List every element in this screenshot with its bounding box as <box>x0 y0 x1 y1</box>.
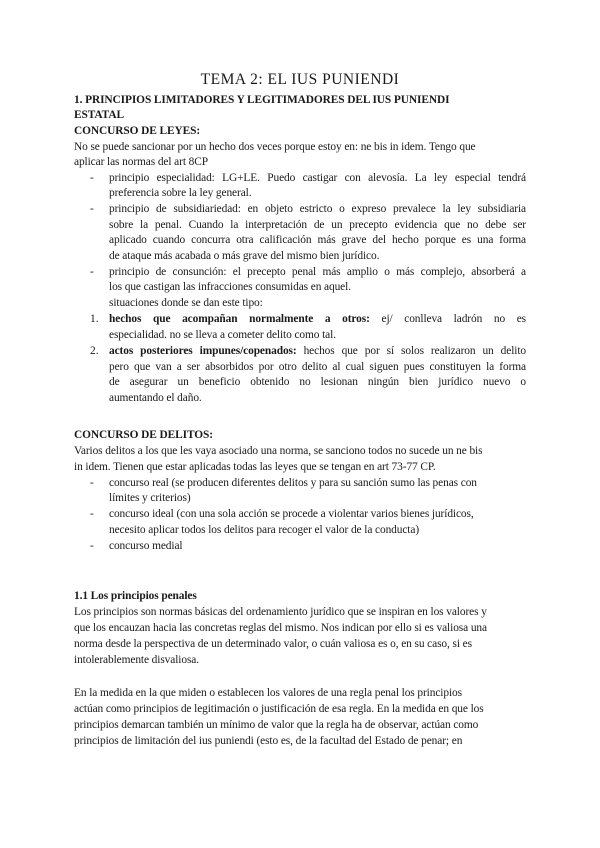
list-item: concurso real (se producen diferentes delitos y para su sanción sumo las penas con <box>109 477 477 489</box>
concurso-delitos-heading: CONCURSO DE DELITOS: <box>74 429 213 441</box>
numbered-item-cont: especialidad. no se lleva a cometer delito como tal. <box>109 329 336 341</box>
list-item-cont: de ataque más acabada o más grave del mismo bien jurídico. <box>109 250 380 262</box>
list-item: principio especialidad: LG+LE. Puedo castigar con alevosía. La ley especial tendrá <box>109 172 526 184</box>
numbered-item-text: ej/ conlleva ladrón no es <box>381 313 526 325</box>
numbered-item-cont: aumentando el daño. <box>109 392 202 404</box>
paragraph-line: principios demarcan también un mínimo de valor que la regla ha de observar, actúan como <box>74 719 479 731</box>
bullet-dash: - <box>90 172 94 184</box>
paragraph-line: Los principios son normas básicas del ordenamiento jurídico que se inspiran en los valores y <box>74 606 487 618</box>
list-item-cont: necesito aplicar todos los delitos para recoger el valor de la conducta) <box>109 524 420 536</box>
numbered-item-term: actos posteriores impunes/copenados: <box>109 345 297 357</box>
numbered-item-cont: de asegurar un beneficio obtenido no lesionan ningún bien jurídico nuevo o <box>109 376 526 388</box>
numbered-item-term: hechos que acompañan normalmente a otros: <box>109 313 370 325</box>
numbered-item <box>109 312 526 328</box>
bullet-dash: - <box>90 266 94 278</box>
bullet-dash: - <box>90 203 94 215</box>
document-title: TEMA 2: EL IUS PUNIENDI <box>200 71 400 88</box>
paragraph-line: En la medida en la que miden o establecen los valores de una regla penal los principios <box>74 687 462 699</box>
section-heading: 1. PRINCIPIOS LIMITADORES Y LEGITIMADORES DEL IUS PUNIENDI <box>74 94 450 106</box>
list-item-cont: los que castigan las infracciones consumidas en aquel. <box>109 281 351 293</box>
section-heading-cont: ESTATAL <box>74 109 124 121</box>
list-item-cont: sobre la penal. Cuando la interpretación de un precepto evidencia que no debe ser <box>109 219 526 231</box>
paragraph-line: norma desde la perspectiva de un determinado valor, o cuán valiosa es o, en su caso, si es <box>74 638 472 650</box>
list-item-cont: preferencia sobre la ley general. <box>109 187 252 199</box>
bullet-dash: - <box>90 477 94 489</box>
paragraph-line: principios de limitación del ius puniendi (esto es, de la facultad del Estado de penar; en <box>74 735 463 747</box>
list-number: 1. <box>90 313 99 325</box>
list-item-cont: límites y criterios) <box>109 492 191 504</box>
paragraph-line: intolerablemente disvaliosa. <box>74 654 199 666</box>
paragraph-line: aplicar las normas del art 8CP <box>74 156 208 168</box>
paragraph-line: actúan como principios de legitimación o justificación de esa regla. En la medida en que los <box>74 703 484 715</box>
numbered-item-cont: pero que van a ser absorbidos por otro delito al cual siguen pues constituyen la forma <box>109 361 526 373</box>
subsection-heading: 1.1 Los principios penales <box>74 590 197 602</box>
bullet-dash: - <box>90 508 94 520</box>
list-item-cont: aplicado cuando concurra otra calificación más grave del hecho porque es una forma <box>109 234 526 246</box>
concurso-leyes-heading: CONCURSO DE LEYES: <box>74 125 201 137</box>
bullet-dash: - <box>90 540 94 552</box>
paragraph-line: Varios delitos a los que les vaya asociado una norma, se sanciono todos no sucede un ne bis <box>74 445 483 457</box>
paragraph-line: No se puede sancionar por un hecho dos veces porque estoy en: ne bis in idem. Tengo que <box>74 141 476 153</box>
paragraph-line: in idem. Tienen que estar aplicadas todas las leyes que se tengan en art 73-77 CP. <box>74 461 436 473</box>
list-item: principio de subsidiariedad: en objeto estricto o expreso prevalece la ley subsidiaria <box>109 203 526 215</box>
list-item: concurso medial <box>109 540 183 552</box>
list-item-cont: situaciones donde se dan este tipo: <box>109 297 263 309</box>
numbered-item-text: hechos que por sí solos realizaron un delito <box>303 345 526 357</box>
paragraph-line: que los encauzan hacia las concretas reglas del mismo. Nos indican por ello si es valiosa una <box>74 622 487 634</box>
list-item: principio de consunción: el precepto penal más amplio o más complejo, absorberá a <box>109 266 526 278</box>
list-item: concurso ideal (con una sola acción se procede a violentar varios bienes jurídicos, <box>109 508 474 520</box>
list-number: 2. <box>90 345 99 357</box>
numbered-item <box>109 344 526 360</box>
